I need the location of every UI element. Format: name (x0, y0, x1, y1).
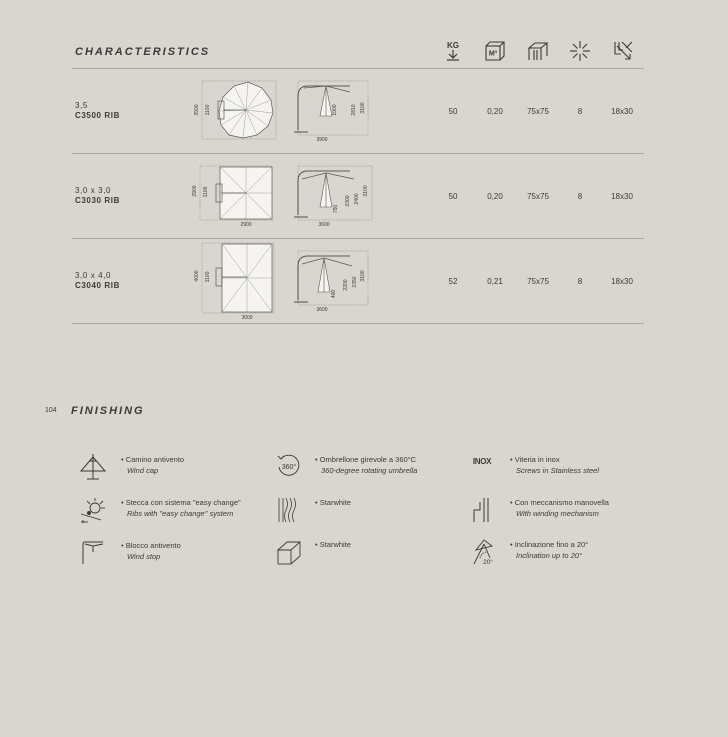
base-value: 75x75 (527, 277, 549, 286)
finishing-title: FINISHING (71, 405, 145, 417)
side-view-diagram (290, 163, 380, 229)
finishing-item (315, 454, 465, 476)
svg-text:3500: 3500 (194, 104, 200, 116)
svg-text:2300: 2300 (345, 195, 351, 207)
svg-text:2200: 2200 (343, 279, 349, 291)
table-divider (72, 238, 644, 239)
svg-text:M³: M³ (488, 50, 498, 58)
finishing-label-en: Wind cap (127, 466, 159, 475)
svg-text:1100: 1100 (205, 271, 211, 283)
table-row (75, 186, 120, 206)
svg-text:360°: 360° (281, 464, 297, 471)
ribs-value: 8 (577, 192, 583, 201)
pole-value: 18x30 (611, 107, 633, 116)
finishing-label-it: • Stecca con sistema "easy change" (121, 498, 241, 507)
finishing-label-en: Ribs with "easy change" system (127, 509, 234, 518)
inox-icon (470, 453, 498, 481)
finishing-label-it: • Con meccanismo manovella (510, 498, 609, 507)
finishing-label-it: • Blocco antivento (121, 541, 181, 550)
svg-text:3100: 3100 (363, 185, 369, 197)
finishing-label-en: Inclination up to 20° (516, 551, 582, 560)
table-divider (72, 323, 644, 324)
table-row (75, 101, 120, 121)
finishing-item (121, 454, 271, 476)
svg-text:3000: 3000 (241, 315, 253, 321)
easy-change-ribs-icon (79, 496, 107, 524)
base-value: 75x75 (527, 107, 549, 116)
svg-text:2810: 2810 (351, 104, 357, 116)
svg-text:1100: 1100 (205, 104, 211, 116)
volume-value: 0,21 (487, 277, 503, 286)
finishing-label-en: With winding mechanism (516, 509, 599, 518)
pole-value: 18x30 (611, 277, 633, 286)
base-value: 75x75 (527, 192, 549, 201)
finishing-item (510, 539, 660, 561)
svg-text:2350: 2350 (352, 276, 358, 288)
finishing-item (315, 539, 465, 550)
finishing-item (315, 497, 465, 508)
finishing-label-it: • Viteria in inox (510, 455, 560, 464)
finishing-item (510, 497, 660, 519)
side-view-diagram (290, 78, 380, 144)
finishing-label-en: Wind stop (127, 552, 161, 561)
model-code: C3040 RIB (75, 281, 120, 290)
wind-stop-icon (79, 538, 107, 566)
volume-value: 0,20 (487, 107, 503, 116)
base-size-icon (527, 40, 549, 62)
winding-mechanism-icon (470, 496, 498, 524)
wood-starwhite-icon (275, 538, 303, 566)
top-view-diagram (190, 163, 282, 229)
finishing-label-it: • Camino antivento (121, 455, 185, 464)
svg-text:INOX: INOX (472, 457, 492, 466)
model-size: 3,5 (75, 101, 88, 110)
finishing-label-it: • Starwhite (315, 540, 351, 549)
svg-text:KG: KG (447, 41, 459, 50)
model-code: C3500 RIB (75, 111, 120, 120)
finishing-label-it: • Inclinazione fino a 20° (510, 540, 589, 549)
svg-text:2900: 2900 (240, 222, 252, 228)
table-row (75, 271, 120, 291)
ribs-value: 8 (577, 277, 583, 286)
pole-value: 18x30 (611, 192, 633, 201)
finishing-label-it: • Ombrellone girevole a 360°C (315, 455, 417, 464)
model-size: 3,0 x 3,0 (75, 186, 112, 195)
finishing-item (121, 497, 271, 519)
svg-text:2400: 2400 (354, 193, 360, 205)
pole-section-icon (612, 40, 634, 62)
svg-text:3100: 3100 (360, 102, 366, 114)
finishing-label-en: 360-degree rotating umbrella (321, 466, 418, 475)
ribs-value: 8 (577, 107, 583, 116)
weight-value: 50 (448, 192, 458, 201)
svg-text:3100: 3100 (360, 270, 366, 282)
weight-value: 52 (448, 277, 458, 286)
svg-text:1000: 1000 (332, 104, 338, 116)
cubic-meter-icon (484, 40, 506, 62)
finishing-label-en: Screws in Stainless steel (516, 466, 599, 475)
finishing-label-it: • Starwhite (315, 498, 351, 507)
characteristics-title: CHARACTERISTICS (75, 46, 211, 58)
svg-text:3900: 3900 (316, 137, 328, 143)
table-divider (72, 68, 644, 69)
svg-text:400: 400 (331, 289, 337, 299)
weight-icon (442, 40, 464, 62)
weight-value: 50 (448, 107, 458, 116)
model-size: 3,0 x 4,0 (75, 271, 112, 280)
model-code: C3030 RIB (75, 196, 120, 205)
table-divider (72, 153, 644, 154)
top-view-diagram (192, 78, 284, 144)
svg-text:750: 750 (333, 204, 339, 214)
wind-cap-icon (79, 453, 107, 481)
ribs-count-icon (569, 40, 591, 62)
finishing-item (121, 540, 271, 562)
svg-text:3600: 3600 (318, 222, 330, 228)
svg-text:2900: 2900 (192, 185, 198, 197)
inclination-icon (470, 538, 498, 566)
svg-text:3600: 3600 (316, 307, 328, 313)
side-view-diagram (290, 248, 380, 314)
svg-text:4000: 4000 (194, 270, 200, 282)
page-number: 104 (45, 407, 57, 414)
volume-value: 0,20 (487, 192, 503, 201)
svg-text:20°: 20° (483, 559, 493, 566)
svg-text:1100: 1100 (203, 186, 209, 198)
fabric-starwhite-icon (275, 496, 303, 524)
rotation-360-icon (275, 453, 303, 481)
top-view-diagram (192, 240, 284, 322)
finishing-item (510, 454, 660, 476)
